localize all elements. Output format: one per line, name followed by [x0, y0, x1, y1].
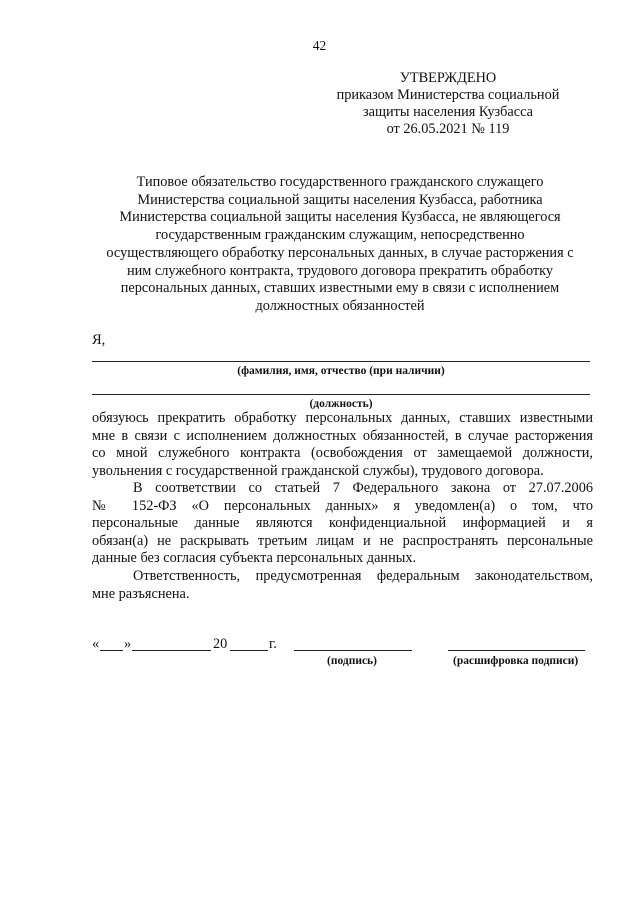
day-blank[interactable] [100, 636, 123, 651]
signature-decoding-blank[interactable] [448, 636, 585, 651]
fio-fill-line[interactable] [92, 361, 590, 362]
title-line: Типовое обязательство государственного гражданского служащего [136, 174, 544, 190]
approval-heading: УТВЕРЖДЕНО [399, 70, 497, 86]
paragraph-line: Ответственность, предусмотренная федеральным законодательством, [133, 568, 593, 584]
approval-ministry-line: защиты населения Кузбасса [363, 104, 533, 120]
date-quote-open: « [92, 636, 100, 652]
fio-caption: (фамилия, имя, отчество (при наличии) [237, 365, 445, 377]
paragraph-line: данные без согласия субъекта персональных данных. [92, 550, 417, 567]
approval-date-line: от 26.05.2021 № 119 [386, 121, 510, 137]
signature-blank[interactable] [294, 636, 412, 651]
title-line: Министерства социальной защиты населения Кузбасса, не являющегося [119, 209, 561, 226]
approval-stamp [300, 70, 596, 138]
responsibility-paragraph [92, 568, 593, 603]
paragraph-line: обязан(а) не раскрывать третьим лицам и не распространять персональные [92, 532, 593, 549]
paragraph-line: обязуюсь прекратить обработку персональных данных, ставших известными [92, 410, 593, 426]
position-caption: (должность) [309, 398, 373, 410]
paragraph-line: № 152-ФЗ «О персональных данных» я уведомлен(а) о том, что [92, 497, 593, 514]
year-blank[interactable] [230, 636, 268, 651]
paragraph-line: персональные данные являются конфиденциальной информацией и я [92, 515, 593, 532]
title-line: государственным гражданским служащим, непосредственно [155, 227, 525, 244]
pronoun-label: Я, [92, 332, 106, 348]
obligation-paragraph [92, 410, 593, 480]
law-notice-paragraph [92, 480, 593, 568]
paragraph-line: В соответствии со статьей 7 Федерального закона от 27.07.2006 [133, 480, 593, 496]
title-line: ним служебного контракта, трудового договора прекратить обработку [126, 262, 554, 279]
paragraph-line: мне разъяснена. [92, 585, 190, 602]
month-blank[interactable] [132, 636, 211, 651]
paragraph-line: увольнения с государственной гражданской службы), трудового договора. [92, 462, 544, 479]
page-number: 42 [312, 38, 327, 53]
paragraph-line: мне в связи с исполнением должностных обязанностей, в случае расторжения [92, 427, 593, 444]
title-line: должностных обязанностей [255, 297, 425, 314]
title-line: осуществляющего обработку персональных данных, в случае расторжения с [106, 244, 574, 261]
title-line: персональных данных, ставших известными ему в связи с исполнением [120, 280, 560, 297]
decoding-caption: (расшифровка подписи) [453, 655, 579, 667]
signature-caption: (подпись) [327, 655, 377, 667]
year-suffix: г. [269, 636, 277, 652]
year-prefix: 20 [213, 636, 228, 652]
approval-order-line: приказом Министерства социальной [336, 87, 560, 103]
title-line: Министерства социальной защиты населения Кузбасса, работника [137, 191, 543, 208]
position-fill-line[interactable] [92, 394, 590, 395]
date-quote-close: » [124, 636, 132, 652]
document-title [90, 174, 590, 316]
paragraph-line: со мной служебного контракта (освобождения от замещаемой должности, [92, 445, 593, 462]
